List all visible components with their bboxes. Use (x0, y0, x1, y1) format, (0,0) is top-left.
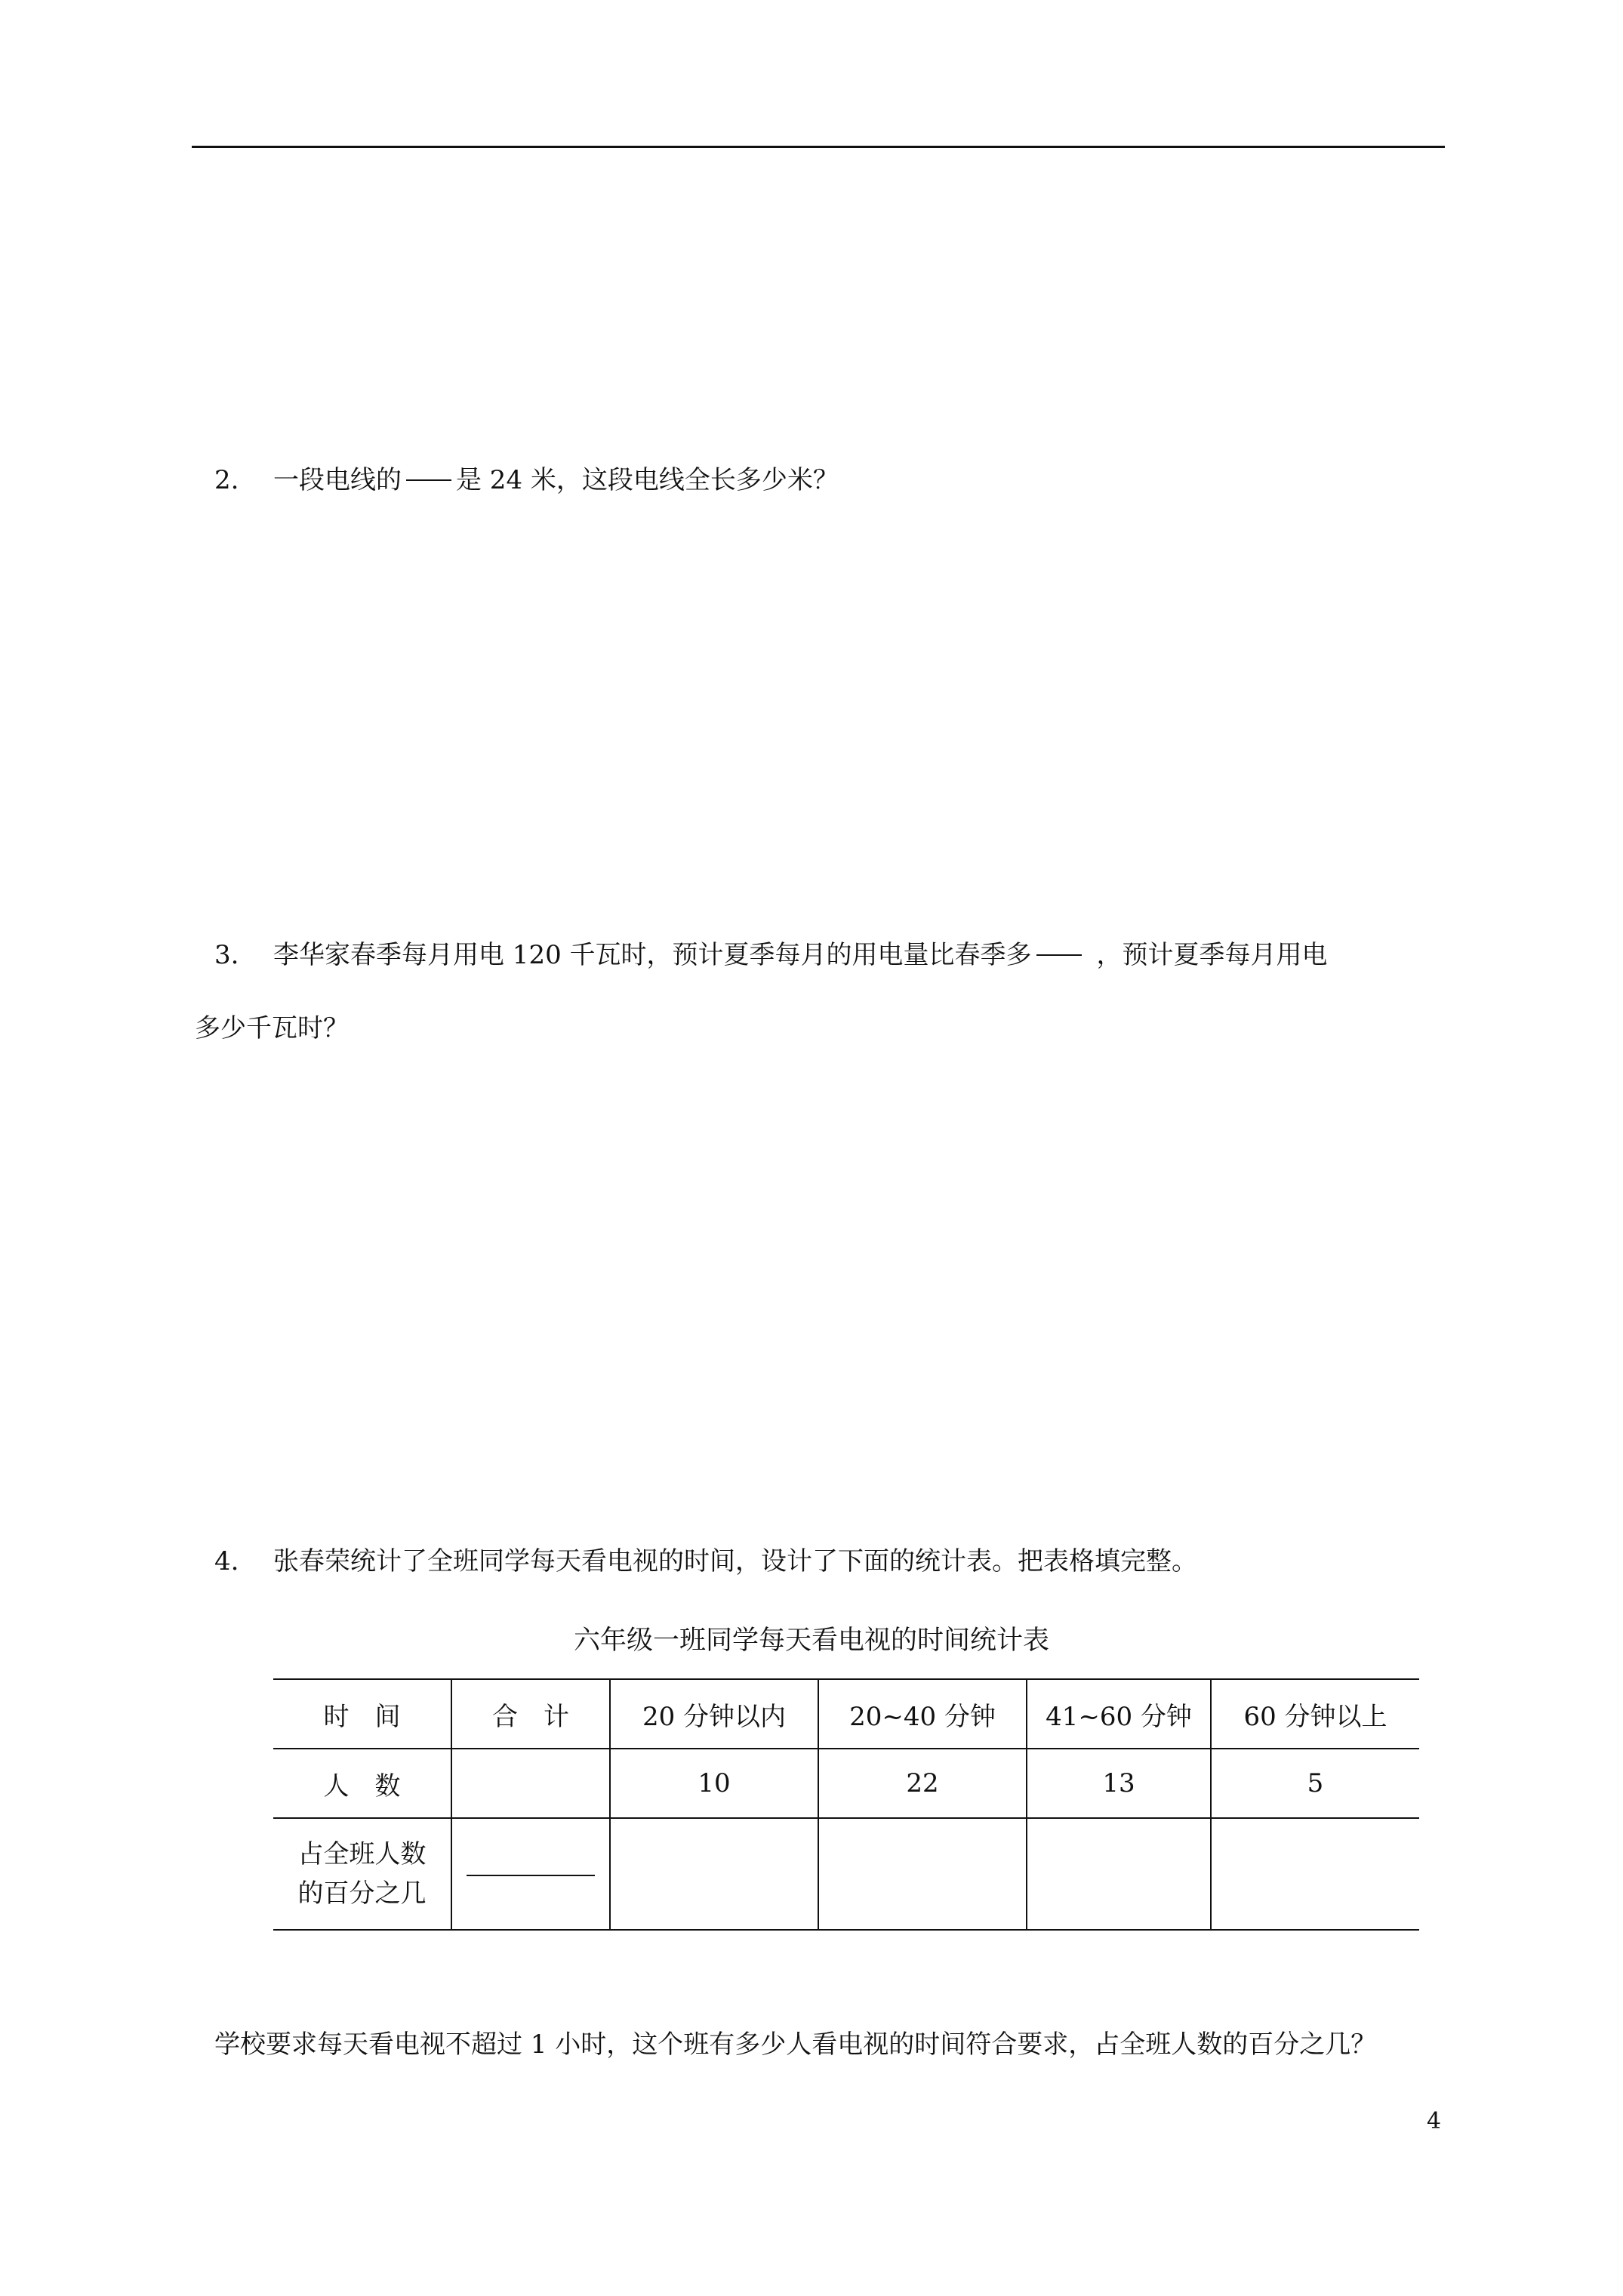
question-4-number: 4. (214, 1546, 239, 1576)
fraction-blank (1036, 954, 1082, 956)
question-3-line1 (273, 937, 1328, 973)
cell-people-under-20: 10 (610, 1749, 818, 1818)
statistics-table (273, 1678, 1419, 1931)
header-over-60: 60 分钟以上 (1211, 1679, 1419, 1749)
question-3-number: 3. (214, 940, 239, 970)
cell-people-over-60: 5 (1211, 1749, 1419, 1818)
row-label-percent-line2: 的百分之几 (297, 1878, 427, 1909)
page-number: 4 (1427, 2108, 1442, 2134)
row-label-people: 人 数 (273, 1749, 451, 1818)
follow-up-question: 学校要求每天看电视不超过 1 小时，这个班有多少人看电视的时间符合要求，占全班人数的百分之几？ (214, 2029, 1377, 2060)
header-41-60: 41~60 分钟 (1027, 1679, 1211, 1749)
cell-percent-41-60 (1027, 1818, 1211, 1930)
header-20-40: 20~40 分钟 (818, 1679, 1027, 1749)
fraction-blank (406, 479, 451, 481)
question-2-text-before: 一段电线的 (273, 465, 402, 495)
question-3-text-before: 李华家春季每月用电 120 千瓦时，预计夏季每月的用电量比春季多 (273, 940, 1032, 970)
header-rule (192, 146, 1445, 148)
question-3-text-after: ，预计夏季每月用电 (1096, 940, 1328, 970)
header-total: 合 计 (451, 1679, 610, 1749)
header-under-20: 20 分钟以内 (610, 1679, 818, 1749)
question-2-number: 2. (214, 465, 239, 495)
row-label-percent (273, 1818, 451, 1930)
question-2-text-after: 是 24 米，这段电线全长多少米？ (456, 465, 839, 495)
question-2-text (273, 462, 839, 498)
cell-percent-over-60 (1211, 1818, 1419, 1930)
row-label-percent-line1: 占全班人数 (297, 1839, 427, 1869)
question-3-line2: 多少千瓦时？ (195, 1013, 349, 1043)
header-time: 时 间 (273, 1679, 451, 1749)
table-header-row (273, 1679, 1419, 1749)
cell-people-total (451, 1749, 610, 1818)
table-row-people (273, 1749, 1419, 1818)
cell-people-20-40: 22 (818, 1749, 1027, 1818)
cell-people-41-60: 13 (1027, 1749, 1211, 1818)
cell-percent-under-20 (610, 1818, 818, 1930)
table-title: 六年级一班同学每天看电视的时间统计表 (573, 1626, 1049, 1656)
question-4-text: 张春荣统计了全班同学每天看电视的时间，设计了下面的统计表。把表格填完整。 (273, 1546, 1197, 1576)
diagonal-blank-line (467, 1875, 595, 1876)
cell-percent-20-40 (818, 1818, 1027, 1930)
cell-percent-total (451, 1818, 610, 1930)
table-row-percent (273, 1818, 1419, 1930)
